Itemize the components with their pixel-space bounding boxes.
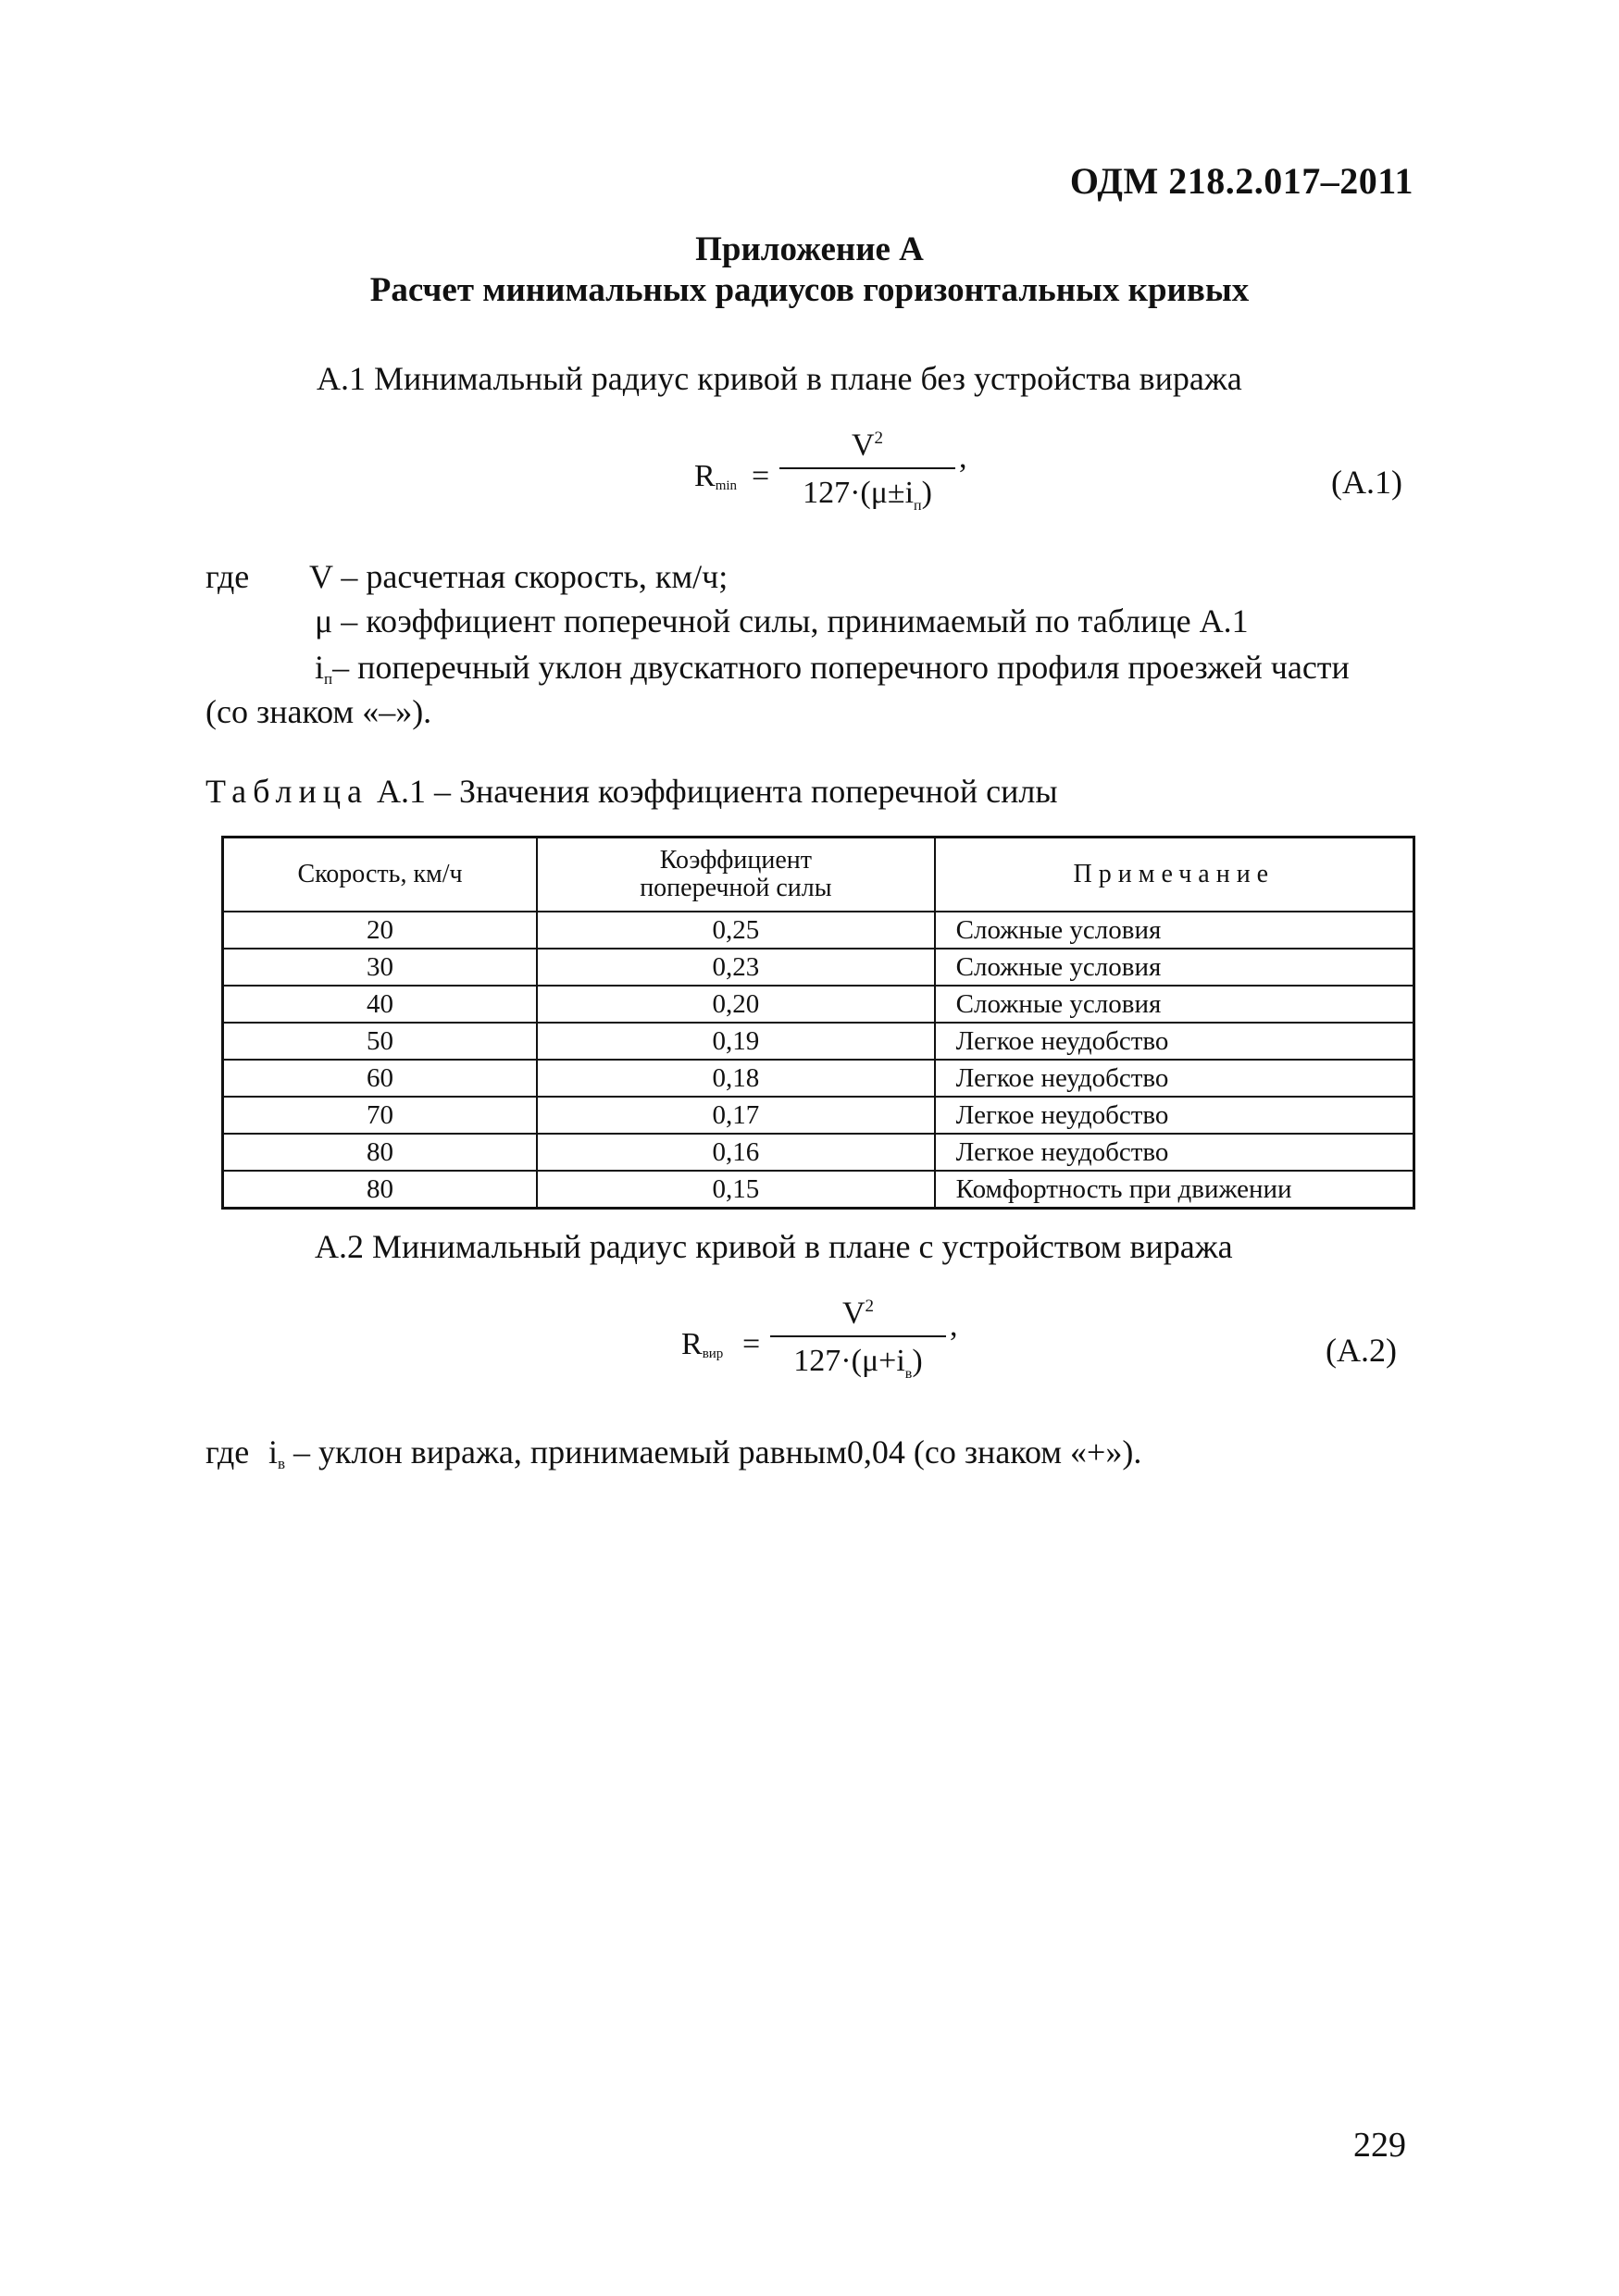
cell-note: Легкое неудобство: [935, 1134, 1414, 1171]
cell-speed: 80: [223, 1134, 538, 1171]
table-caption-word: Таблица: [205, 773, 368, 810]
cell-coefficient: 0,16: [537, 1134, 935, 1171]
table-row: [223, 1060, 1414, 1097]
cell-coefficient: 0,15: [537, 1171, 935, 1209]
definition-mu: μ – коэффициент поперечной силы, принимаемый по таблице А.1: [315, 602, 1249, 639]
formula-a1-numerator: $V^2$: [851, 428, 884, 463]
cell-coefficient: 0,17: [537, 1097, 935, 1134]
table-caption: [205, 772, 1058, 811]
header-note: Примечание: [935, 838, 1414, 912]
cell-note: Легкое неудобство: [935, 1023, 1414, 1060]
where-label: где: [205, 558, 250, 595]
formula-a2-denominator: $127\cdot(\mu+i_в)$: [793, 1344, 923, 1383]
cell-speed: 40: [223, 986, 538, 1023]
formula-a2-number: (А.2): [1326, 1332, 1397, 1369]
definition-i: [315, 648, 1350, 689]
formula-a1-comma: ,: [959, 441, 967, 475]
cell-note: Легкое неудобство: [935, 1060, 1414, 1097]
formula-a1-fraction: [779, 418, 955, 527]
appendix-title: Приложение А: [695, 230, 924, 268]
table-row: [223, 1134, 1414, 1171]
coefficient-table: [221, 836, 1415, 1210]
header-speed: Скорость, км/ч: [223, 838, 538, 912]
cell-note: Сложные условия: [935, 949, 1414, 986]
table-header-row: [223, 838, 1414, 912]
definition-i-a2-symbol: iв: [268, 1433, 286, 1472]
cell-note: Сложные условия: [935, 986, 1414, 1023]
table-row: [223, 986, 1414, 1023]
table-row: [223, 1023, 1414, 1060]
formula-a1-denominator: $127\cdot(\mu\pm i_п)$: [803, 476, 932, 515]
where-label-a2: где: [205, 1433, 250, 1471]
appendix-subtitle: Расчет минимальных радиусов горизонтальных кривых: [369, 271, 1250, 309]
cell-coefficient: 0,23: [537, 949, 935, 986]
fraction-bar: [770, 1335, 946, 1337]
cell-coefficient: 0,20: [537, 986, 935, 1023]
cell-coefficient: 0,25: [537, 912, 935, 949]
cell-speed: 50: [223, 1023, 538, 1060]
definition-v: V – расчетная скорость, км/ч;: [309, 558, 729, 595]
definition-i-a2: [268, 1433, 1141, 1473]
formula-a1-number: (А.1): [1331, 464, 1402, 501]
definition-i-a2-text: – уклон виража, принимаемый равным0,04 (со знаком «+»).: [293, 1433, 1142, 1471]
document-code: ОДМ 218.2.017–2011: [1069, 160, 1414, 202]
table-row: [223, 1171, 1414, 1209]
definition-i-continued: (со знаком «–»).: [205, 693, 432, 730]
formula-a1-lhs: $R_{min}$: [694, 459, 738, 493]
cell-speed: 30: [223, 949, 538, 986]
cell-note: Сложные условия: [935, 912, 1414, 949]
cell-coefficient: 0,19: [537, 1023, 935, 1060]
table-row: [223, 1097, 1414, 1134]
formula-a1-equals: =: [752, 459, 770, 493]
section-a1-heading: А.1 Минимальный радиус кривой в плане без устройства виража: [317, 360, 1242, 397]
formula-a2-equals: =: [742, 1327, 761, 1361]
formula-a2-fraction: [770, 1286, 946, 1395]
table-row: [223, 912, 1414, 949]
header-coefficient: Коэффициент поперечной силы: [537, 838, 935, 912]
formula-a2-numerator: $V^2$: [841, 1296, 875, 1331]
page-number: 229: [1353, 2126, 1406, 2165]
cell-speed: 60: [223, 1060, 538, 1097]
cell-speed: 20: [223, 912, 538, 949]
section-a2-heading: А.2 Минимальный радиус кривой в плане с устройством виража: [315, 1228, 1233, 1265]
cell-note: Комфортность при движении: [935, 1171, 1414, 1209]
cell-note: Легкое неудобство: [935, 1097, 1414, 1134]
cell-speed: 70: [223, 1097, 538, 1134]
cell-coefficient: 0,18: [537, 1060, 935, 1097]
table-caption-text: А.1 – Значения коэффициента поперечной силы: [376, 773, 1058, 810]
fraction-bar: [779, 467, 955, 469]
table-row: [223, 949, 1414, 986]
formula-a2: [681, 1286, 959, 1397]
formula-a2-lhs: $R_{вир}$: [681, 1327, 724, 1361]
definition-i-text: – поперечный уклон двускатного поперечного профиля проезжей части: [332, 649, 1350, 686]
cell-speed: 80: [223, 1171, 538, 1209]
definition-i-symbol: iп: [315, 649, 333, 688]
formula-a1: [694, 418, 972, 529]
formula-a2-comma: ,: [950, 1309, 958, 1343]
